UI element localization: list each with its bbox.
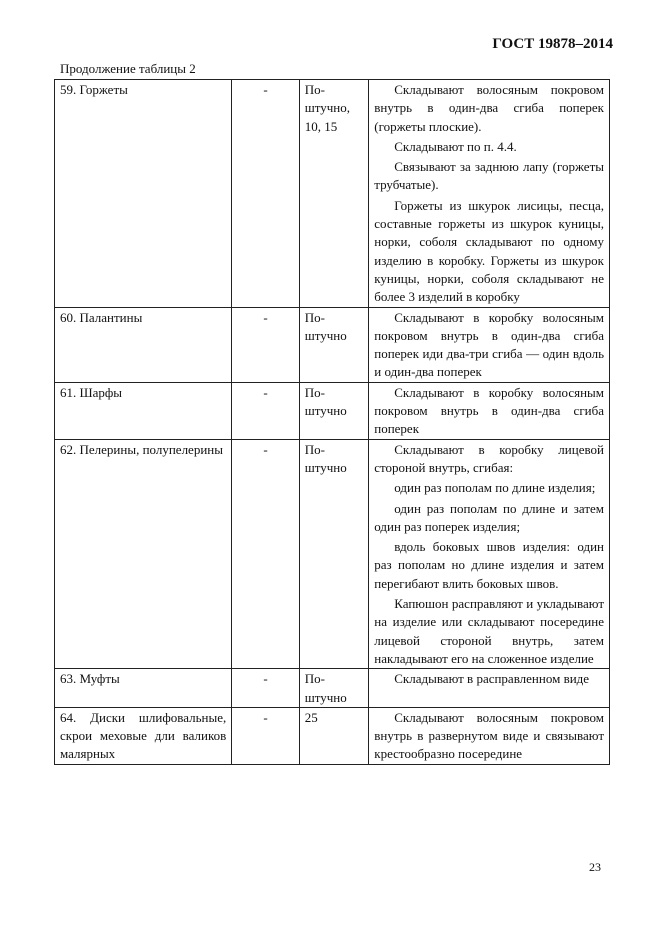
item-name-cell: 62. Пелерины, полупелерины (55, 439, 232, 669)
quantity-cell: По-штучно (299, 382, 369, 439)
dash-cell: - (232, 80, 299, 308)
instruction-paragraph: Горжеты из шкурок лисицы, песца, составные горжеты из шкурок куницы, норки, соболя складывают по одному изделию в коробку. Горжеты из шкурок куницы, норки, соболя складывают не более 3 изделий в коробку (374, 197, 604, 305)
instruction-paragraph: Складывают в коробку волосяным покровом внутрь в один-два сгиба поперек иди два-три сгиба — один вдоль и один-два поперек (374, 309, 604, 380)
table-row (55, 382, 610, 439)
instruction-paragraph: Складывают в коробку волосяным покровом внутрь в один-два сгиба поперек (374, 384, 604, 437)
table-caption: Продолжение таблицы 2 (60, 61, 196, 76)
quantity-cell: По-штучно (299, 669, 369, 708)
item-name-cell: 60. Палантины (55, 307, 232, 382)
item-name-cell: 64. Диски шлифовальные, скрои меховые дли валиков малярных (55, 707, 232, 764)
instruction-paragraph: Складывают волосяным покровом внутрь в развернутом виде и связывают крестообразно посередине (374, 709, 604, 762)
instruction-paragraph: Складывают в коробку лицевой стороной внутрь, сгибая: (374, 441, 604, 475)
dash-cell: - (232, 669, 299, 708)
item-name-cell: 63. Муфты (55, 669, 232, 708)
instruction-cell (369, 307, 610, 382)
instruction-cell (369, 707, 610, 764)
item-name-cell: 61. Шарфы (55, 382, 232, 439)
instruction-paragraph: один раз пополам по длине и затем один раз поперек изделия; (374, 500, 604, 534)
quantity-cell: По-штучно (299, 439, 369, 669)
dash-cell: - (232, 707, 299, 764)
table-row (55, 669, 610, 708)
instruction-cell (369, 382, 610, 439)
item-name-cell: 59. Горжеты (55, 80, 232, 308)
table (54, 79, 610, 765)
instruction-cell (369, 80, 610, 308)
instruction-paragraph: Складывают волосяным покровом внутрь в один-два сгиба поперек (горжеты плоские). (374, 82, 604, 134)
instruction-paragraph: Капюшон расправляют и укладывают на изделие или складывают посередине лицевой стороной внутрь, затем накладывают его на сложенное изделие (374, 596, 604, 666)
dash-cell: - (232, 307, 299, 382)
instruction-paragraph: вдоль боковых швов изделия: один раз пополам но длине изделия и затем перегибают влить боковых швов. (374, 539, 604, 591)
quantity-cell: По-штучно (299, 307, 369, 382)
table-row (55, 439, 610, 669)
dash-cell: - (232, 439, 299, 669)
quantity-cell: По-штучно, 10, 15 (299, 80, 369, 308)
table-row (55, 307, 610, 382)
page-number: 23 (589, 860, 601, 874)
instruction-paragraph: Связывают за заднюю лапу (горжеты трубчатые). (374, 159, 604, 193)
instruction-paragraph: Складывают по п. 4.4. (394, 138, 517, 154)
table-row (55, 80, 610, 308)
quantity-cell: 25 (299, 707, 369, 764)
instruction-cell (369, 669, 610, 708)
instruction-paragraph: Складывают в расправленном виде (394, 671, 590, 687)
dash-cell: - (232, 382, 299, 439)
instruction-cell (369, 439, 610, 669)
instruction-paragraph: один раз пополам по длине изделия; (394, 480, 596, 496)
table-body (55, 80, 610, 765)
document-header: ГОСТ 19878–2014 (492, 36, 613, 52)
table-row (55, 707, 610, 764)
